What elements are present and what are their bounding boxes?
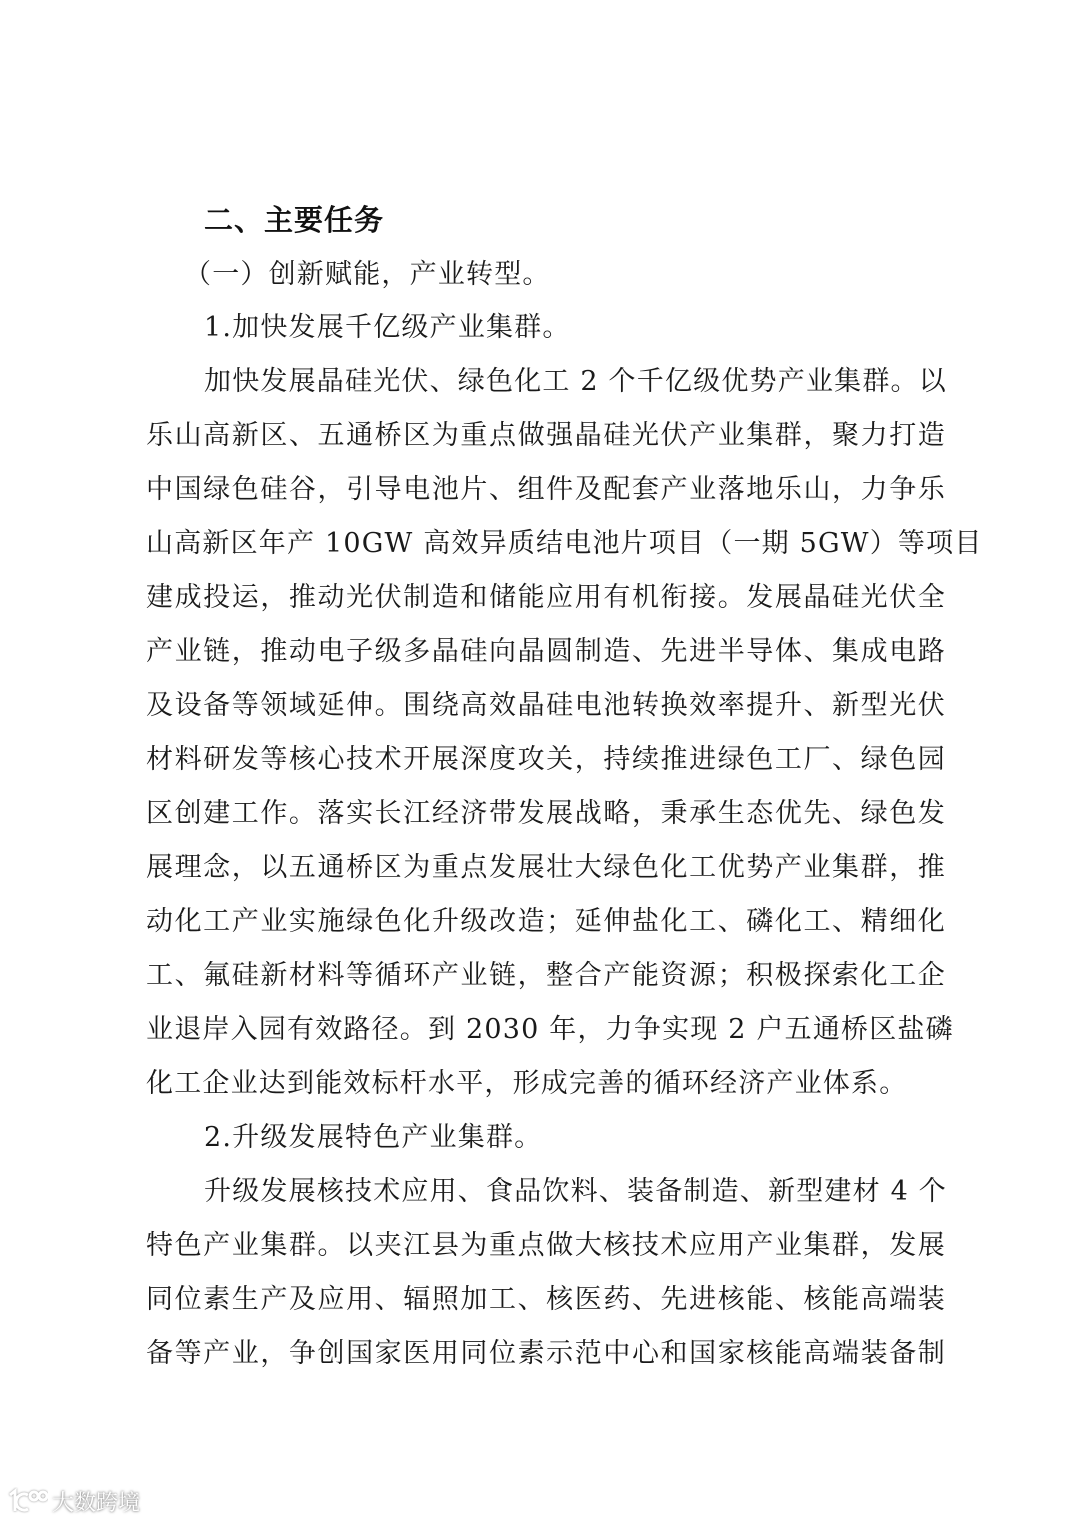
paragraph-line: 建成投运，推动光伏制造和储能应用有机衔接。发展晶硅光伏全 <box>146 582 946 613</box>
paragraph-line: 区创建工作。落实长江经济带发展战略，秉承生态优先、绿色发 <box>146 798 946 829</box>
paragraph-line: 升级发展核技术应用、食品饮料、装备制造、新型建材 4 个 <box>204 1176 947 1207</box>
paragraph-line: 材料研发等核心技术开展深度攻关，持续推进绿色工厂、绿色园 <box>146 744 946 775</box>
paragraph-line: 乐山高新区、五通桥区为重点做强晶硅光伏产业集群，聚力打造 <box>146 420 946 451</box>
item-heading-2: 2.升级发展特色产业集群。 <box>204 1122 543 1153</box>
paragraph-line: 动化工产业实施绿色化升级改造；延伸盐化工、磷化工、精细化 <box>146 906 946 937</box>
paragraph-line: 化工企业达到能效标杆水平，形成完善的循环经济产业体系。 <box>146 1068 908 1099</box>
watermark-logo-icon <box>6 1487 48 1515</box>
watermark <box>6 1486 140 1516</box>
section-title: 二、主要任务 <box>204 203 385 237</box>
paragraph-line: 展理念，以五通桥区为重点发展壮大绿色化工优势产业集群，推 <box>146 852 946 883</box>
paragraph-line: 产业链，推动电子级多晶硅向晶圆制造、先进半导体、集成电路 <box>146 636 946 667</box>
item-heading-1: 1.加快发展千亿级产业集群。 <box>204 312 571 343</box>
paragraph-line: 加快发展晶硅光伏、绿色化工 2 个千亿级优势产业集群。以 <box>204 366 947 397</box>
paragraph-line: 备等产业，争创国家医用同位素示范中心和国家核能高端装备制 <box>146 1338 946 1369</box>
paragraph-line: 中国绿色硅谷，引导电池片、组件及配套产业落地乐山，力争乐 <box>146 474 946 505</box>
paragraph-line: 业退岸入园有效路径。到 2030 年，力争实现 2 户五通桥区盐磷 <box>146 1014 954 1045</box>
paragraph-line: 及设备等领域延伸。围绕高效晶硅电池转换效率提升、新型光伏 <box>146 690 946 721</box>
watermark-text: 大数跨境 <box>52 1490 141 1516</box>
paragraph-line: 山高新区年产 10GW 高效异质结电池片项目（一期 5GW）等项目 <box>146 528 983 559</box>
paragraph-line: 特色产业集群。以夹江县为重点做大核技术应用产业集群，发展 <box>146 1230 946 1261</box>
paragraph-line: 同位素生产及应用、辐照加工、核医药、先进核能、核能高端装 <box>146 1284 946 1315</box>
paragraph-line: 工、氟硅新材料等循环产业链，整合产能资源；积极探索化工企 <box>146 960 946 991</box>
subsection-title: （一）创新赋能，产业转型。 <box>184 259 551 290</box>
